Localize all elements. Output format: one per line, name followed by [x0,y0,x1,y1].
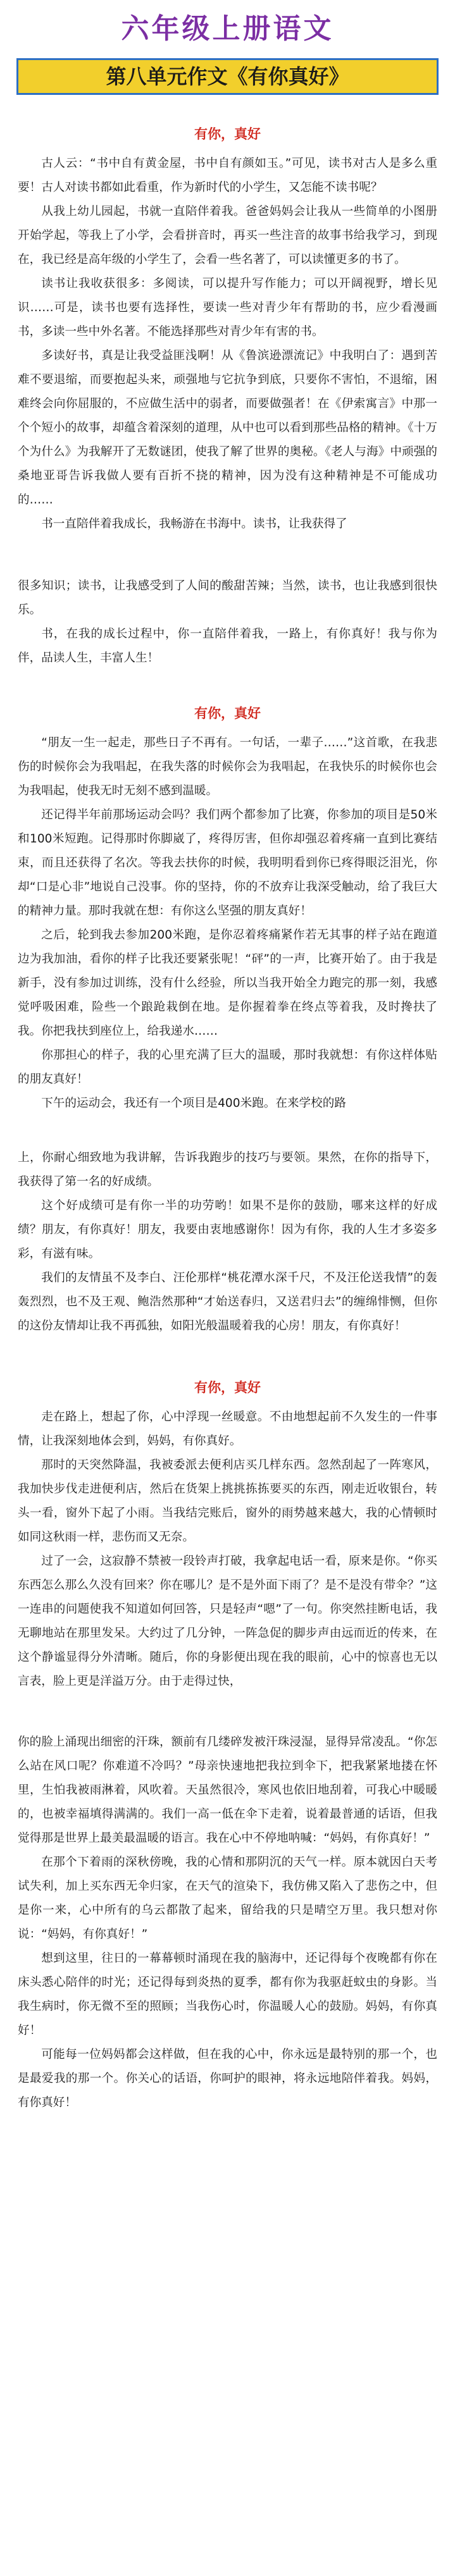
banner-title: 第八单元作文《有你真好》 [106,65,349,89]
essay-3 [18,1338,437,1694]
paragraph: 在那个下着雨的深秋傍晚，我的心情和那阴沉的天气一样。原本就因白天考试失利，加上买东西无伞归家，在天气的渲染下，我仿佛又陷入了悲伤之中，但是你一来，心中所有的乌云都散了起来，留给我的只是晴空万里。我只想对你说：“妈妈，有你真好！” [18,1856,437,1941]
paragraph: 那时的天突然降温，我被委派去便利店买几样东西。忽然刮起了一阵寒风，我加快步伐走进便利店，然后在货架上挑挑拣拣要买的东西，刚走近收银台，转头一看，窗外下起了小雨。当我结完账后，窗外的雨势越来越大，我的心情顿时如同这秋雨一样，悲伤而又无奈。 [18,1458,437,1544]
essay-3-continued [18,1694,437,2115]
essay-2 [18,670,437,1116]
page-title: 六年级上册语文 [121,13,334,45]
paragraph: 之后，轮到我去参加200米跑，是你忍着疼痛紧作若无其事的样子站在跑道边为我加油，看你的样子比我还要紧张呢！“砰”的一声，比赛开始了。由于我是新手，没有参加过训练，没有什么经验，所以当我开始全力跑完的那一刻，我感觉呼吸困难，险些一个踉跄栽倒在地。是你握着拳在终点等着我，及时搀扶了我。你把我扶到座位上，给我递水…… [18,928,437,1038]
paragraph-continued: 上，你耐心细致地为我讲解，告诉我跑步的技巧与要领。果然，在你的指导下，我获得了第一名的好成绩。 [18,1151,437,1188]
essay-3-title: 有你，真好 [194,1380,261,1395]
paragraph: 书，在我的成长过程中，你一直陪伴着我，一路上，有你真好！我与你为伴，品读人生，丰富人生！ [18,627,437,665]
paragraph: 过了一会，这寂静不禁被一段铃声打破，我拿起电话一看，原来是你。“你买东西怎么那么久没有回来？你在哪儿？是不是外面下雨了？是不是没有带伞？”这一连串的问题使我不知道如何回答，只是轻声“嗯”了一句。你突然挂断电话，我无聊地站在那里发呆。大约过了几分钟，一阵急促的脚步声由远而近的传来，在这个静谧显得分外清晰。随后，你的身影便出现在我的眼前，心中的惊喜也无以言表，脸上更是洋溢万分。由于走得过快， [18,1555,437,1688]
paragraph: 从我上幼儿园起，书就一直陪伴着我。爸爸妈妈会让我从一些简单的小图册开始学起，等我上了小学，会看拼音时，再买一些注音的故事书给我学习，到现在，我已经是高年级的小学生了，会看一些名著了，可以读懂更多的书了。 [18,205,437,266]
essay-2-title: 有你，真好 [194,706,261,721]
paragraph: 书一直陪伴着我成长，我畅游在书海中。读书，让我获得了 [41,517,347,531]
title-banner [16,58,439,95]
paragraph: 读书让我收获很多：多阅读，可以提升写作能力；可以开阔视野，增长见识……可是，读书也要有选择性，要读一些对青少年有帮助的书，应少看漫画书，多读一些中外名著。不能选择那些对青少年有害的书。 [18,277,437,338]
paragraph: “朋友一生一起走，那些日子不再有。一句话，一辈子……”这首歌，在我悲伤的时候你会为我唱起，在我失落的时候你会为我唱起，在我快乐的时候你也会为我唱起，使我无时无刻不感到温暖。 [18,736,437,798]
paragraph: 这个好成绩可是有你一半的功劳哟！如果不是你的鼓励，哪来这样的好成绩？朋友，有你真好！朋友，我要由衷地感谢你！因为有你，我的人生才多姿多彩，有滋有味。 [18,1199,437,1260]
paragraph: 我们的友情虽不及李白、汪伦那样“桃花潭水深千尺，不及汪伦送我情”的轰轰烈烈，也不及王观、鲍浩然那种“才始送春归，又送君归去”的缠绵悱恻，但你的这份友情却让我不再孤独，如阳光般温暖着我的心房！朋友，有你真好！ [18,1271,437,1333]
paragraph-continued: 很多知识；读书，让我感受到了人间的酸甜苦辣；当然，读书，也让我感到很快乐。 [18,579,437,617]
paragraph: 下午的运动会，我还有一个项目是400米跑。在来学校的路 [41,1097,346,1110]
paragraph: 还记得半年前那场运动会吗？我们两个都参加了比赛，你参加的项目是50米和100米短跑。记得那时你脚崴了，疼得厉害，但你却强忍着疼痛一直到比赛结束，而且还获得了名次。等我去扶你的时候，我明明看到你已疼得眼泛泪光，你却“口是心非”地说自己没事。你的坚持，你的不放弃让我深受触动，给了我巨大的精神力量。那时我就在想：有你这么坚强的朋友真好！ [18,808,437,918]
paragraph: 多读好书，真是让我受益匪浅啊！从《鲁滨逊漂流记》中我明白了：遇到苦难不要退缩，而要抱起头来，顽强地与它抗争到底，只要你不害怕，不退缩，困难终会向你屈服的，不应做生活中的弱者，而要做强者！在《伊索寓言》中那一个个短小的故事，却蕴含着深刻的道理，从中也可以看到那些品格的精神。《十万个为什么》为我解开了无数谜团，使我了解了世界的奥秘。《老人与海》中顽强的桑地亚哥告诉我做人要有百折不挠的精神，因为没有这种精神是不可能成功的…… [18,349,437,507]
paragraph: 想到这里，往日的一幕幕顿时涌现在我的脑海中，还记得每个夜晚都有你在床头悉心陪伴的时光；还记得每到炎热的夏季，都有你为我驱赶蚊虫的身影。当我生病时，你无微不至的照顾；当我伤心时，你温暖人心的鼓励。妈妈，有你真好！ [18,1952,437,2037]
essay-1-continued [18,536,437,670]
essay-1-title: 有你，真好 [194,126,261,142]
paragraph: 可能每一位妈妈都会这样做，但在我的心中，你永远是最特别的那一个，也是最爱我的那一个。你关心的话语，你呵护的眼神，将永远地陪伴着我。妈妈，有你真好！ [18,2048,437,2109]
paragraph: 你那担心的样子，我的心里充满了巨大的温暖，那时我就想：有你这样体贴的朋友真好！ [18,1049,437,1086]
essay-1 [18,95,437,536]
paragraph: 走在路上，想起了你，心中浮现一丝暖意。不由地想起前不久发生的一件事情，让我深刻地体会到，妈妈，有你真好。 [18,1410,437,1448]
paragraph-continued: 你的脸上涌现出细密的汗珠，额前有几缕碎发被汗珠浸湿，显得异常凌乱。“你怎么站在风口呢？你难道不冷吗？”母亲快速地把我拉到伞下，把我紧紧地搂在怀里，生怕我被雨淋着，风吹着。天虽然很冷，寒风也依旧地刮着，可我心中暖暖的，也被幸福填得满满的。我们一高一低在伞下走着，说着最普通的话语，但我觉得那是世界上最美最温暖的语言。我在心中不停地呐喊：“妈妈，有你真好！” [18,1735,437,1845]
paragraph: 古人云：“书中自有黄金屋，书中自有颜如玉。”可见，读书对古人是多么重要！古人对读书都如此看重，作为新时代的小学生，又怎能不读书呢？ [18,157,437,194]
essay-2-continued [18,1116,437,1338]
